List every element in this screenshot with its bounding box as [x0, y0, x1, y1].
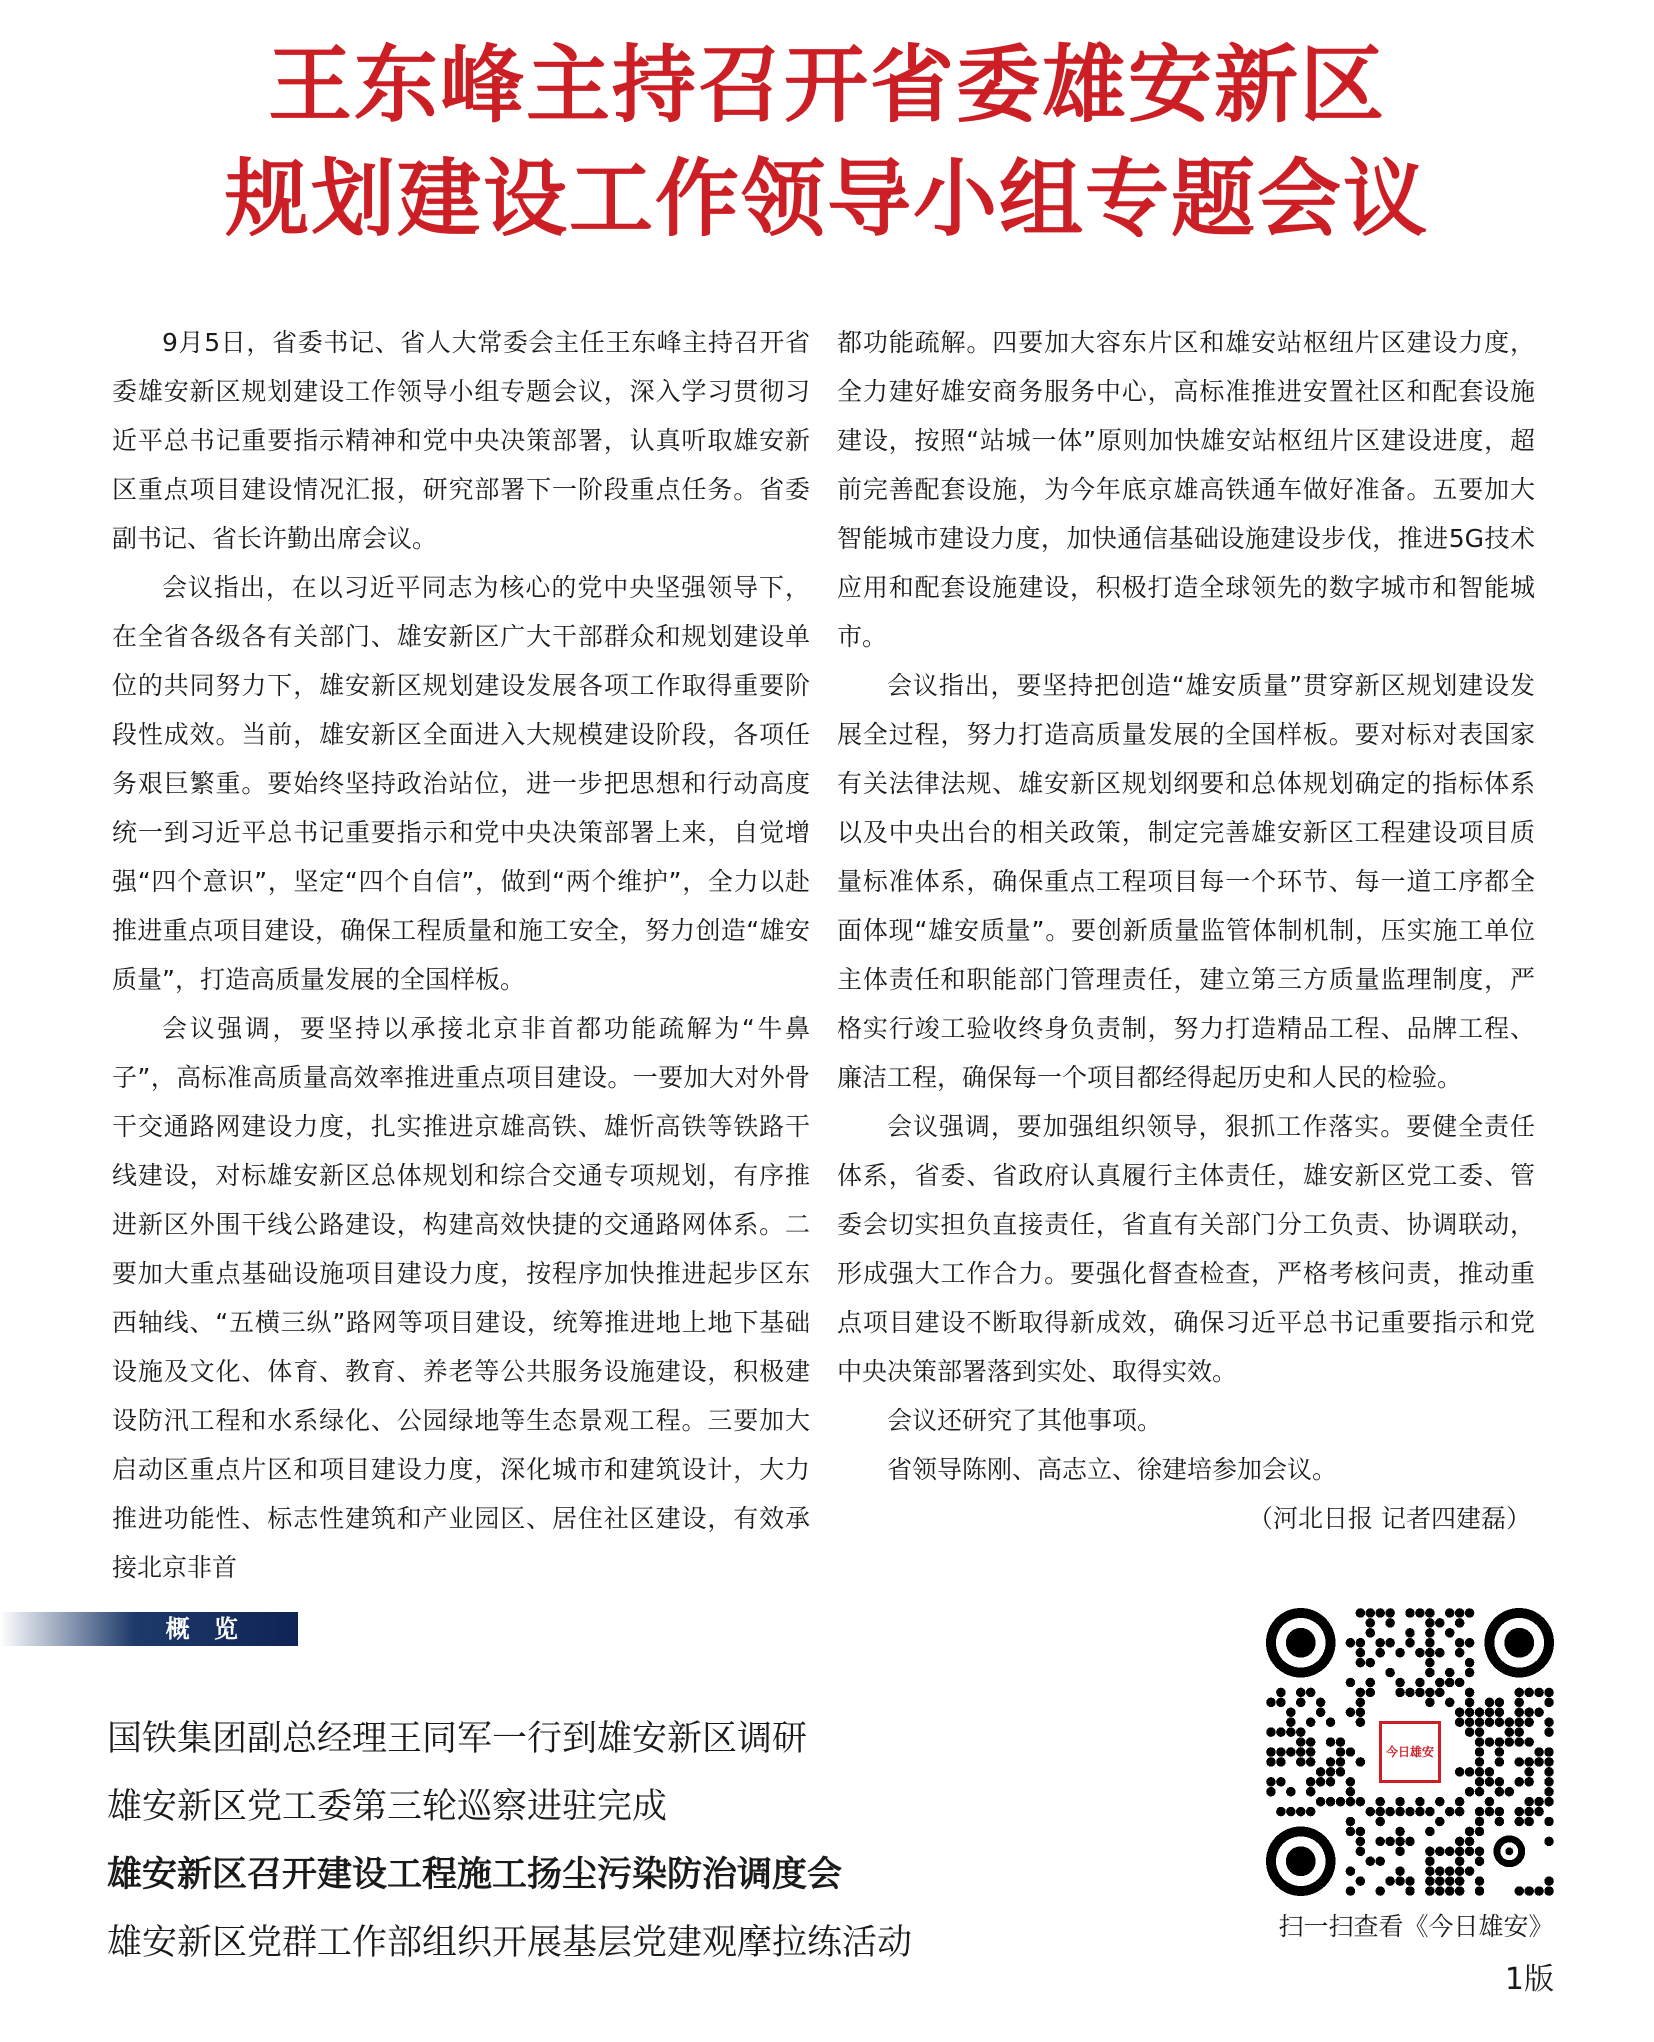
- qr-module: [1465, 1638, 1475, 1648]
- qr-module: [1455, 1866, 1465, 1876]
- qr-module: [1266, 1727, 1276, 1737]
- qr-module: [1544, 1837, 1554, 1847]
- qr-module: [1326, 1777, 1336, 1787]
- qr-module: [1286, 1807, 1296, 1817]
- qr-module: [1326, 1797, 1336, 1807]
- qr-module: [1425, 1608, 1435, 1618]
- qr-module: [1524, 1757, 1534, 1767]
- qr-module: [1475, 1876, 1485, 1886]
- overview-item[interactable]: 雄安新区召开建设工程施工扬尘污染防治调度会: [107, 1855, 843, 1895]
- qr-module: [1425, 1876, 1435, 1886]
- qr-module: [1356, 1698, 1366, 1708]
- qr-module: [1465, 1727, 1475, 1737]
- qr-module: [1435, 1886, 1445, 1896]
- qr-module: [1375, 1886, 1385, 1896]
- qr-module: [1366, 1608, 1376, 1618]
- article-paragraph-continued: 都功能疏解。四要加大容东片区和雄安站枢纽片区建设力度，全力建好雄安商务服务中心，高标准推进安置社区和配套设施建设，按照“站城一体”原则加快雄安站枢纽片区建设进度，超前完善配套设施，为今年底京雄高铁通车做好准备。五要加大智能城市建设力度，加快通信基础设施建设步伐，推进5G技术应用和配套设施建设，积极打造全球领先的数字城市和智能城市。: [837, 328, 1535, 651]
- qr-module: [1356, 1648, 1366, 1658]
- qr-module: [1495, 1757, 1505, 1767]
- qr-module: [1455, 1837, 1465, 1847]
- qr-module: [1465, 1658, 1475, 1668]
- qr-module: [1385, 1876, 1395, 1886]
- qr-module: [1286, 1708, 1296, 1718]
- qr-module: [1316, 1708, 1326, 1718]
- qr-module: [1415, 1678, 1425, 1688]
- qr-module: [1425, 1698, 1435, 1708]
- qr-module: [1544, 1698, 1554, 1708]
- qr-module: [1375, 1638, 1385, 1648]
- article-byline: （河北日报 记者四建磊）: [1248, 1504, 1531, 1533]
- qr-module: [1514, 1688, 1524, 1698]
- qr-module: [1266, 1777, 1276, 1787]
- qr-module: [1495, 1787, 1505, 1797]
- qr-module: [1346, 1787, 1356, 1797]
- qr-module: [1395, 1876, 1405, 1886]
- qr-module: [1385, 1668, 1395, 1678]
- qr-module: [1435, 1648, 1445, 1658]
- qr-module: [1425, 1688, 1435, 1698]
- qr-module: [1375, 1797, 1385, 1807]
- qr-module: [1415, 1608, 1425, 1618]
- overview-section-label: 概 览: [165, 1615, 246, 1643]
- qr-module: [1455, 1678, 1465, 1688]
- qr-module: [1455, 1708, 1465, 1718]
- qr-module: [1465, 1688, 1475, 1698]
- qr-module: [1445, 1886, 1455, 1896]
- qr-module: [1276, 1747, 1286, 1757]
- qr-module: [1455, 1847, 1465, 1857]
- qr-module: [1455, 1886, 1465, 1896]
- qr-module: [1306, 1757, 1316, 1767]
- qr-module: [1445, 1866, 1455, 1876]
- qr-module: [1435, 1817, 1445, 1827]
- qr-module: [1306, 1787, 1316, 1797]
- qr-module: [1425, 1658, 1435, 1668]
- qr-module: [1346, 1886, 1356, 1896]
- qr-module: [1316, 1767, 1326, 1777]
- qr-module: [1395, 1688, 1405, 1698]
- qr-module: [1544, 1747, 1554, 1757]
- qr-module: [1495, 1777, 1505, 1787]
- qr-module: [1415, 1648, 1425, 1658]
- qr-module: [1296, 1757, 1306, 1767]
- qr-module: [1286, 1717, 1296, 1727]
- qr-module: [1475, 1827, 1485, 1837]
- qr-module: [1316, 1698, 1326, 1708]
- qr-module: [1266, 1787, 1276, 1797]
- qr-module: [1465, 1837, 1475, 1847]
- qr-module: [1514, 1757, 1524, 1767]
- qr-module: [1326, 1717, 1336, 1727]
- qr-module: [1346, 1827, 1356, 1837]
- qr-module: [1475, 1807, 1485, 1817]
- qr-module: [1534, 1886, 1544, 1896]
- overview-item[interactable]: 雄安新区党群工作部组织开展基层党建观摩拉练活动: [107, 1923, 913, 1963]
- qr-module: [1435, 1678, 1445, 1688]
- qr-module: [1485, 1797, 1495, 1807]
- qr-module: [1534, 1747, 1544, 1757]
- qr-module: [1445, 1668, 1455, 1678]
- qr-module: [1395, 1847, 1405, 1857]
- qr-module: [1524, 1737, 1534, 1747]
- qr-module: [1475, 1886, 1485, 1896]
- qr-module: [1475, 1757, 1485, 1767]
- qr-module: [1445, 1807, 1455, 1817]
- qr-caption: 扫一扫查看《今日雄安》: [1278, 1912, 1554, 1941]
- qr-module: [1544, 1876, 1554, 1886]
- qr-module: [1356, 1717, 1366, 1727]
- qr-module: [1485, 1737, 1495, 1747]
- qr-module: [1405, 1638, 1415, 1648]
- qr-module: [1475, 1777, 1485, 1787]
- qr-module: [1356, 1847, 1366, 1857]
- qr-module: [1395, 1827, 1405, 1837]
- qr-module: [1356, 1708, 1366, 1718]
- qr-module: [1544, 1727, 1554, 1737]
- qr-module: [1495, 1737, 1505, 1747]
- qr-module: [1356, 1837, 1366, 1847]
- qr-module: [1395, 1837, 1405, 1847]
- qr-module: [1435, 1618, 1445, 1628]
- qr-module: [1356, 1757, 1366, 1767]
- qr-module: [1425, 1866, 1435, 1876]
- qr-module: [1524, 1708, 1534, 1718]
- qr-module: [1316, 1797, 1326, 1807]
- article-paragraph: 省领导陈刚、高志立、徐建培参加会议。: [887, 1455, 1338, 1484]
- qr-module: [1425, 1638, 1435, 1648]
- qr-module: [1276, 1688, 1286, 1698]
- qr-module: [1346, 1866, 1356, 1876]
- qr-module: [1366, 1856, 1376, 1866]
- qr-module: [1455, 1638, 1465, 1648]
- qr-module: [1534, 1688, 1544, 1698]
- qr-module: [1286, 1747, 1296, 1757]
- qr-module: [1475, 1787, 1485, 1797]
- qr-module: [1514, 1698, 1524, 1708]
- qr-module: [1316, 1777, 1326, 1787]
- qr-module: [1544, 1787, 1554, 1797]
- qr-module: [1405, 1807, 1415, 1817]
- qr-module: [1306, 1807, 1316, 1817]
- qr-module: [1475, 1767, 1485, 1777]
- qr-module: [1514, 1708, 1524, 1718]
- qr-module: [1296, 1727, 1306, 1737]
- qr-module: [1425, 1886, 1435, 1896]
- qr-module: [1346, 1747, 1356, 1757]
- article-paragraph: 会议强调，要坚持以承接北京非首都功能疏解为“牛鼻子”，高标准高质量高效率推进重点项目建设。一要加大对外骨干交通路网建设力度，扎实推进京雄高铁、雄忻高铁等铁路干线建设，对标雄安新区总体规划和综合交通专项规划，有序推进新区外围干线公路建设，构建高效快捷的交通路网体系。二要加大重点基础设施项目建设力度，按程序加快推进起步区东西轴线、“五横三纵”路网等项目建设，统筹推进地上地下基础设施及文化、体育、教育、养老等公共服务设施建设，积极建设防汛工程和水系绿化、公园绿地等生态景观工程。三要加大启动区重点片区和项目建设力度，深化城市和建筑设计，大力推进功能性、标志性建筑和产业园区、居住社区建设，有效承接北京非首: [112, 1014, 810, 1582]
- qr-module: [1524, 1688, 1534, 1698]
- qr-module: [1465, 1608, 1475, 1618]
- qr-code[interactable]: [1266, 1608, 1554, 1896]
- qr-module: [1544, 1886, 1554, 1896]
- qr-module: [1514, 1807, 1524, 1817]
- qr-module: [1395, 1797, 1405, 1807]
- article-paragraph: 会议指出，要坚持把创造“雄安质量”贯穿新区规划建设发展全过程，努力打造高质量发展的全国样板。要对标对表国家有关法律法规、雄安新区规划纲要和总体规划确定的指标体系以及中央出台的相关政策，制定完善雄安新区工程建设项目质量标准体系，确保重点工程项目每一个环节、每一道工序都全面体现“雄安质量”。要创新质量监管体制机制，压实施工单位主体责任和职能部门管理责任，建立第三方质量监理制度，严格实行竣工验收终身负责制，努力打造精品工程、品牌工程、廉洁工程，确保每一个项目都经得起历史和人民的检验。: [837, 671, 1535, 1092]
- article-paragraph: 会议指出，在以习近平同志为核心的党中央坚强领导下，在全省各级各有关部门、雄安新区广大干部群众和规划建设单位的共同努力下，雄安新区规划建设发展各项工作取得重要阶段性成效。当前，雄安新区全面进入大规模建设阶段，各项任务艰巨繁重。要始终坚持政治站位，进一步把思想和行动高度统一到习近平总书记重要指示和党中央决策部署上来，自觉增强“四个意识”，坚定“四个自信”，做到“两个维护”，全力以赴推进重点项目建设，确保工程质量和施工安全，努力创造“雄安质量”，打造高质量发展的全国样板。: [112, 573, 810, 994]
- qr-module: [1405, 1608, 1415, 1618]
- qr-module: [1534, 1708, 1544, 1718]
- qr-module: [1495, 1708, 1505, 1718]
- qr-module: [1485, 1698, 1495, 1708]
- qr-module: [1395, 1807, 1405, 1817]
- qr-module: [1415, 1807, 1425, 1817]
- qr-module: [1534, 1807, 1544, 1817]
- qr-module: [1455, 1648, 1465, 1658]
- qr-module: [1375, 1817, 1385, 1827]
- qr-logo: [1379, 1721, 1441, 1783]
- qr-module: [1385, 1638, 1395, 1648]
- qr-module: [1514, 1886, 1524, 1896]
- qr-module: [1385, 1608, 1395, 1618]
- qr-module: [1534, 1797, 1544, 1807]
- qr-module: [1366, 1618, 1376, 1628]
- qr-module: [1366, 1628, 1376, 1638]
- article-right-column: [837, 318, 1535, 1558]
- qr-module: [1276, 1777, 1286, 1787]
- qr-module: [1495, 1817, 1505, 1827]
- qr-module: [1356, 1608, 1366, 1618]
- article-paragraph: 9月5日，省委书记、省人大常委会主任王东峰主持召开省委雄安新区规划建设工作领导小组专题会议，深入学习贯彻习近平总书记重要指示精神和党中央决策部署，认真听取雄安新区重点项目建设情况汇报，研究部署下一阶段重点任务。省委副书记、省长许勤出席会议。: [112, 328, 810, 553]
- qr-module: [1465, 1847, 1475, 1857]
- qr-module: [1366, 1678, 1376, 1688]
- qr-module: [1485, 1767, 1495, 1777]
- qr-module: [1425, 1648, 1435, 1658]
- qr-module: [1544, 1757, 1554, 1767]
- qr-module: [1375, 1807, 1385, 1817]
- qr-module: [1356, 1638, 1366, 1648]
- qr-module: [1435, 1876, 1445, 1886]
- qr-module: [1296, 1747, 1306, 1757]
- qr-module: [1385, 1837, 1395, 1847]
- headline-line-1: 王东峰主持召开省委雄安新区: [267, 35, 1386, 134]
- qr-module: [1475, 1817, 1485, 1827]
- qr-module: [1425, 1807, 1435, 1817]
- qr-module: [1534, 1757, 1544, 1767]
- qr-module: [1405, 1876, 1415, 1886]
- qr-module: [1425, 1628, 1435, 1638]
- qr-module: [1505, 1737, 1515, 1747]
- qr-module: [1455, 1608, 1465, 1618]
- qr-module: [1425, 1618, 1435, 1628]
- overview-list: [107, 1705, 1187, 1977]
- qr-module: [1475, 1847, 1485, 1857]
- qr-module: [1455, 1797, 1465, 1807]
- qr-module: [1375, 1648, 1385, 1658]
- qr-module: [1514, 1737, 1524, 1747]
- qr-module: [1505, 1727, 1515, 1737]
- qr-module: [1346, 1638, 1356, 1648]
- qr-module: [1346, 1708, 1356, 1718]
- qr-module: [1425, 1668, 1435, 1678]
- qr-module: [1465, 1787, 1475, 1797]
- qr-module: [1356, 1658, 1366, 1668]
- qr-module: [1395, 1866, 1405, 1876]
- qr-module: [1306, 1717, 1316, 1727]
- qr-module: [1445, 1608, 1455, 1618]
- qr-module: [1455, 1876, 1465, 1886]
- qr-module: [1336, 1797, 1346, 1807]
- qr-module: [1266, 1747, 1276, 1757]
- qr-module: [1346, 1777, 1356, 1787]
- qr-module: [1475, 1727, 1485, 1737]
- qr-module: [1514, 1717, 1524, 1727]
- article-paragraph: 会议还研究了其他事项。: [887, 1406, 1163, 1435]
- qr-module: [1455, 1807, 1465, 1817]
- qr-module: [1346, 1678, 1356, 1688]
- qr-module: [1495, 1698, 1505, 1708]
- qr-module: [1475, 1708, 1485, 1718]
- qr-module: [1495, 1747, 1505, 1757]
- qr-module: [1475, 1747, 1485, 1757]
- qr-module: [1485, 1777, 1495, 1787]
- qr-module: [1405, 1628, 1415, 1638]
- qr-module: [1524, 1797, 1534, 1807]
- qr-module: [1296, 1688, 1306, 1698]
- qr-module: [1514, 1777, 1524, 1787]
- qr-module: [1465, 1708, 1475, 1718]
- qr-module: [1425, 1856, 1435, 1866]
- qr-module: [1544, 1797, 1554, 1807]
- qr-module: [1524, 1777, 1534, 1787]
- qr-module: [1505, 1787, 1515, 1797]
- qr-module: [1306, 1747, 1316, 1757]
- headline-line-2: 规划建设工作领导小组专题会议: [224, 149, 1429, 248]
- qr-module: [1405, 1886, 1415, 1896]
- qr-module: [1336, 1737, 1346, 1747]
- qr-module: [1544, 1817, 1554, 1827]
- qr-module: [1306, 1688, 1316, 1698]
- qr-module: [1296, 1698, 1306, 1708]
- qr-module: [1465, 1827, 1475, 1837]
- qr-module: [1445, 1847, 1455, 1857]
- qr-module: [1524, 1717, 1534, 1727]
- qr-module: [1366, 1807, 1376, 1817]
- qr-module: [1475, 1717, 1485, 1727]
- qr-module: [1514, 1727, 1524, 1737]
- qr-module: [1336, 1767, 1346, 1777]
- qr-module: [1495, 1717, 1505, 1727]
- qr-module: [1336, 1747, 1346, 1757]
- qr-module: [1465, 1767, 1475, 1777]
- qr-module: [1435, 1688, 1445, 1698]
- qr-module: [1485, 1807, 1495, 1817]
- qr-module: [1326, 1757, 1336, 1767]
- qr-module: [1415, 1797, 1425, 1807]
- qr-module: [1286, 1727, 1296, 1737]
- qr-module: [1296, 1737, 1306, 1747]
- qr-module: [1485, 1717, 1495, 1727]
- qr-module: [1485, 1708, 1495, 1718]
- qr-module: [1455, 1856, 1465, 1866]
- qr-module: [1385, 1807, 1395, 1817]
- qr-module: [1465, 1866, 1475, 1876]
- qr-module: [1445, 1698, 1455, 1708]
- overview-item[interactable]: 国铁集团副总经理王同军一行到雄安新区调研: [107, 1719, 808, 1759]
- qr-module: [1375, 1856, 1385, 1866]
- qr-module: [1544, 1717, 1554, 1727]
- qr-module: [1286, 1787, 1296, 1797]
- qr-module: [1465, 1698, 1475, 1708]
- qr-module: [1405, 1837, 1415, 1847]
- qr-module: [1505, 1717, 1515, 1727]
- qr-module: [1544, 1767, 1554, 1777]
- qr-module: [1375, 1608, 1385, 1618]
- qr-module: [1495, 1807, 1505, 1817]
- qr-module: [1524, 1886, 1534, 1896]
- qr-module: [1326, 1767, 1336, 1777]
- qr-module: [1306, 1777, 1316, 1787]
- qr-module: [1425, 1847, 1435, 1857]
- qr-module: [1276, 1757, 1286, 1767]
- qr-module: [1296, 1807, 1306, 1817]
- qr-module: [1276, 1698, 1286, 1708]
- qr-module: [1306, 1737, 1316, 1747]
- qr-module: [1326, 1737, 1336, 1747]
- qr-module: [1465, 1668, 1475, 1678]
- qr-module: [1346, 1797, 1356, 1807]
- qr-module: [1415, 1688, 1425, 1698]
- qr-module: [1435, 1847, 1445, 1857]
- qr-code-block: [1266, 1608, 1554, 1896]
- qr-module: [1524, 1767, 1534, 1777]
- qr-module: [1356, 1688, 1366, 1698]
- qr-module: [1435, 1866, 1445, 1876]
- qr-module: [1366, 1658, 1376, 1668]
- qr-module: [1465, 1717, 1475, 1727]
- overview-section-bar: [0, 1612, 298, 1646]
- qr-module: [1544, 1777, 1554, 1787]
- qr-module: [1276, 1727, 1286, 1737]
- article-paragraph: 会议强调，要加强组织领导，狠抓工作落实。要健全责任体系，省委、省政府认真履行主体责任，雄安新区党工委、管委会切实担负直接责任，省直有关部门分工负责、协调联动，形成强大工作合力。要强化督查检查，严格考核问责，推动重点项目建设不断取得新成效，确保习近平总书记重要指示和党中央决策部署落到实处、取得实效。: [837, 1112, 1535, 1386]
- article-left-column: [112, 318, 810, 1582]
- qr-module: [1435, 1797, 1445, 1807]
- qr-logo-text: 今日雄安: [1385, 1745, 1434, 1759]
- qr-module: [1356, 1827, 1366, 1837]
- qr-module: [1276, 1807, 1286, 1817]
- qr-module: [1266, 1757, 1276, 1767]
- qr-module: [1445, 1876, 1455, 1886]
- qr-module: [1405, 1688, 1415, 1698]
- qr-module: [1544, 1688, 1554, 1698]
- qr-module: [1266, 1698, 1276, 1708]
- qr-module: [1524, 1817, 1534, 1827]
- qr-module: [1455, 1618, 1465, 1628]
- qr-module: [1356, 1797, 1366, 1807]
- qr-module: [1524, 1807, 1534, 1817]
- page-number: 1版: [1504, 1962, 1554, 1997]
- qr-module: [1366, 1688, 1376, 1698]
- qr-module: [1455, 1717, 1465, 1727]
- qr-module: [1336, 1757, 1346, 1767]
- headline: [0, 28, 1654, 256]
- qr-module: [1445, 1678, 1455, 1688]
- qr-module: [1375, 1837, 1385, 1847]
- qr-module: [1475, 1737, 1485, 1747]
- overview-item[interactable]: 雄安新区党工委第三轮巡察进驻完成: [107, 1787, 668, 1827]
- qr-module: [1455, 1767, 1465, 1777]
- qr-module: [1356, 1876, 1366, 1886]
- qr-module: [1385, 1618, 1395, 1628]
- qr-module: [1475, 1856, 1485, 1866]
- qr-module: [1346, 1817, 1356, 1827]
- qr-module: [1445, 1628, 1455, 1638]
- qr-module: [1395, 1678, 1405, 1688]
- qr-module: [1514, 1817, 1524, 1827]
- qr-module: [1395, 1648, 1405, 1658]
- qr-module: [1425, 1827, 1435, 1837]
